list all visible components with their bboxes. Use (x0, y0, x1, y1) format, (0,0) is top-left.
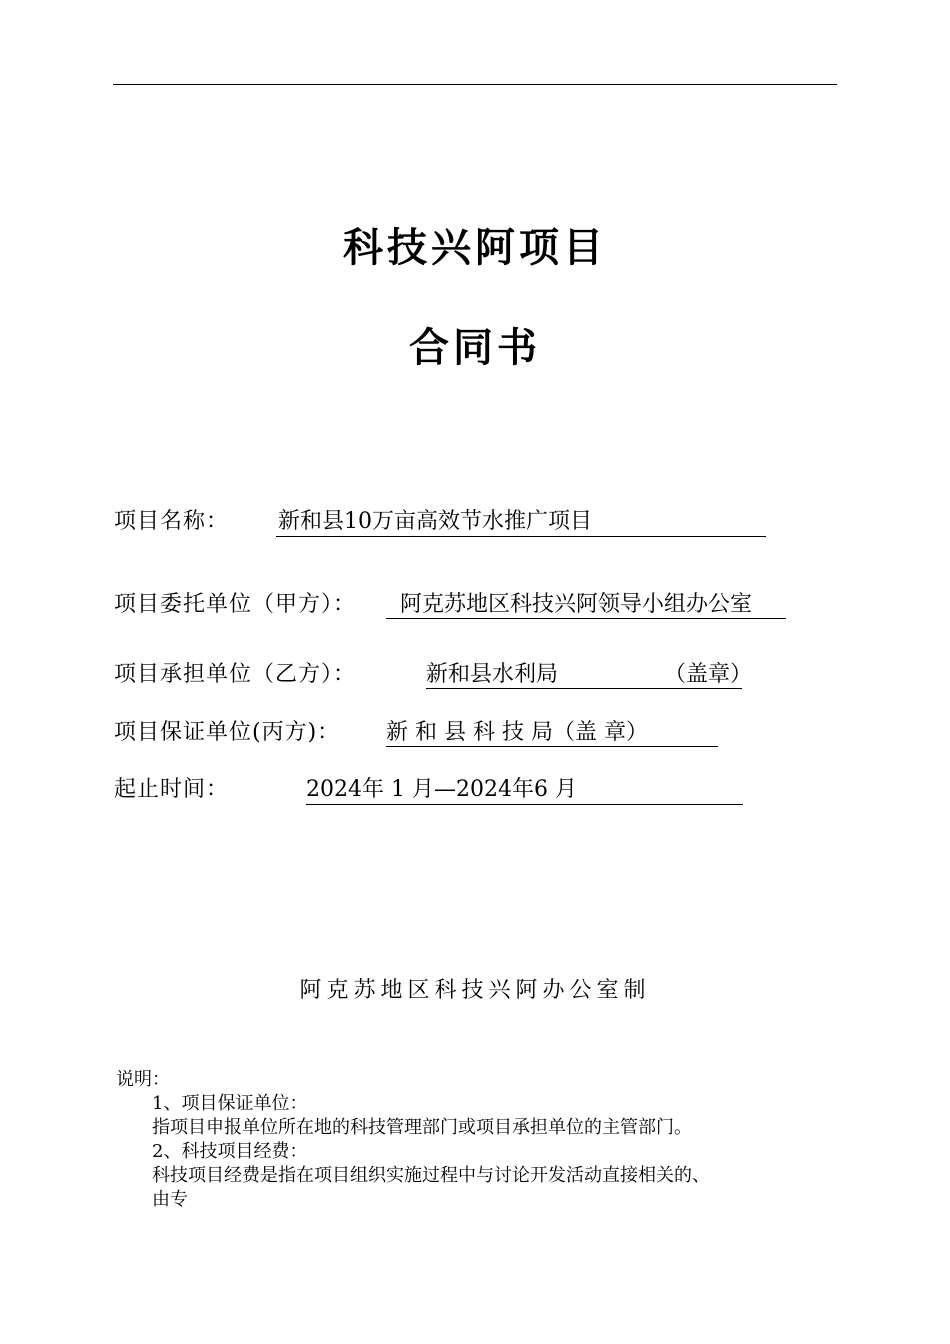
note-item-text-continued: 由专 (152, 1189, 188, 1210)
issuing-office: 阿克苏地区科技兴阿办公室制 (299, 978, 651, 1003)
field-underline (276, 536, 766, 537)
field-guarantor (114, 718, 648, 748)
field-value: 2024年 1 月—2024年6 月 (306, 777, 577, 802)
field-period (114, 775, 577, 805)
field-value: 新和县水利局 (426, 662, 559, 687)
notes-heading: 说明： (116, 1069, 170, 1090)
note-item-title: 2、科技项目经费： (152, 1141, 308, 1162)
field-label: 起止时间： (114, 777, 230, 802)
field-label: 项目承担单位（乙方）： (114, 662, 357, 687)
field-underline (426, 688, 742, 689)
note-item-text: 科技项目经费是指在项目组织实施过程中与讨论开发活动直接相关的、 (152, 1165, 710, 1186)
field-project-name (114, 507, 592, 537)
notes-section (116, 1068, 876, 1212)
field-label: 项目名称： (114, 509, 230, 534)
header-rule (113, 84, 837, 85)
page-title: 科技兴阿项目 (343, 225, 607, 271)
field-label: 项目保证单位(丙方)： (114, 720, 341, 745)
stamp-label: （盖章） (664, 662, 753, 687)
field-value: 阿克苏地区科技兴阿领导小组办公室 (400, 592, 753, 617)
note-item-text: 指项目申报单位所在地的科技管理部门或项目承担单位的主管部门。 (152, 1117, 692, 1138)
field-value: 新和县10万亩高效节水推广项目 (278, 509, 592, 534)
field-underline (386, 618, 786, 619)
field-contractor (114, 660, 753, 690)
field-underline (306, 804, 743, 805)
field-value: 新 和 县 科 技 局（盖 章） (386, 720, 648, 745)
field-label: 项目委托单位（甲方）： (114, 592, 357, 617)
field-client (114, 590, 753, 620)
note-item-title: 1、项目保证单位： (152, 1093, 308, 1114)
field-underline (386, 746, 718, 747)
page-subtitle: 合同书 (409, 325, 541, 371)
